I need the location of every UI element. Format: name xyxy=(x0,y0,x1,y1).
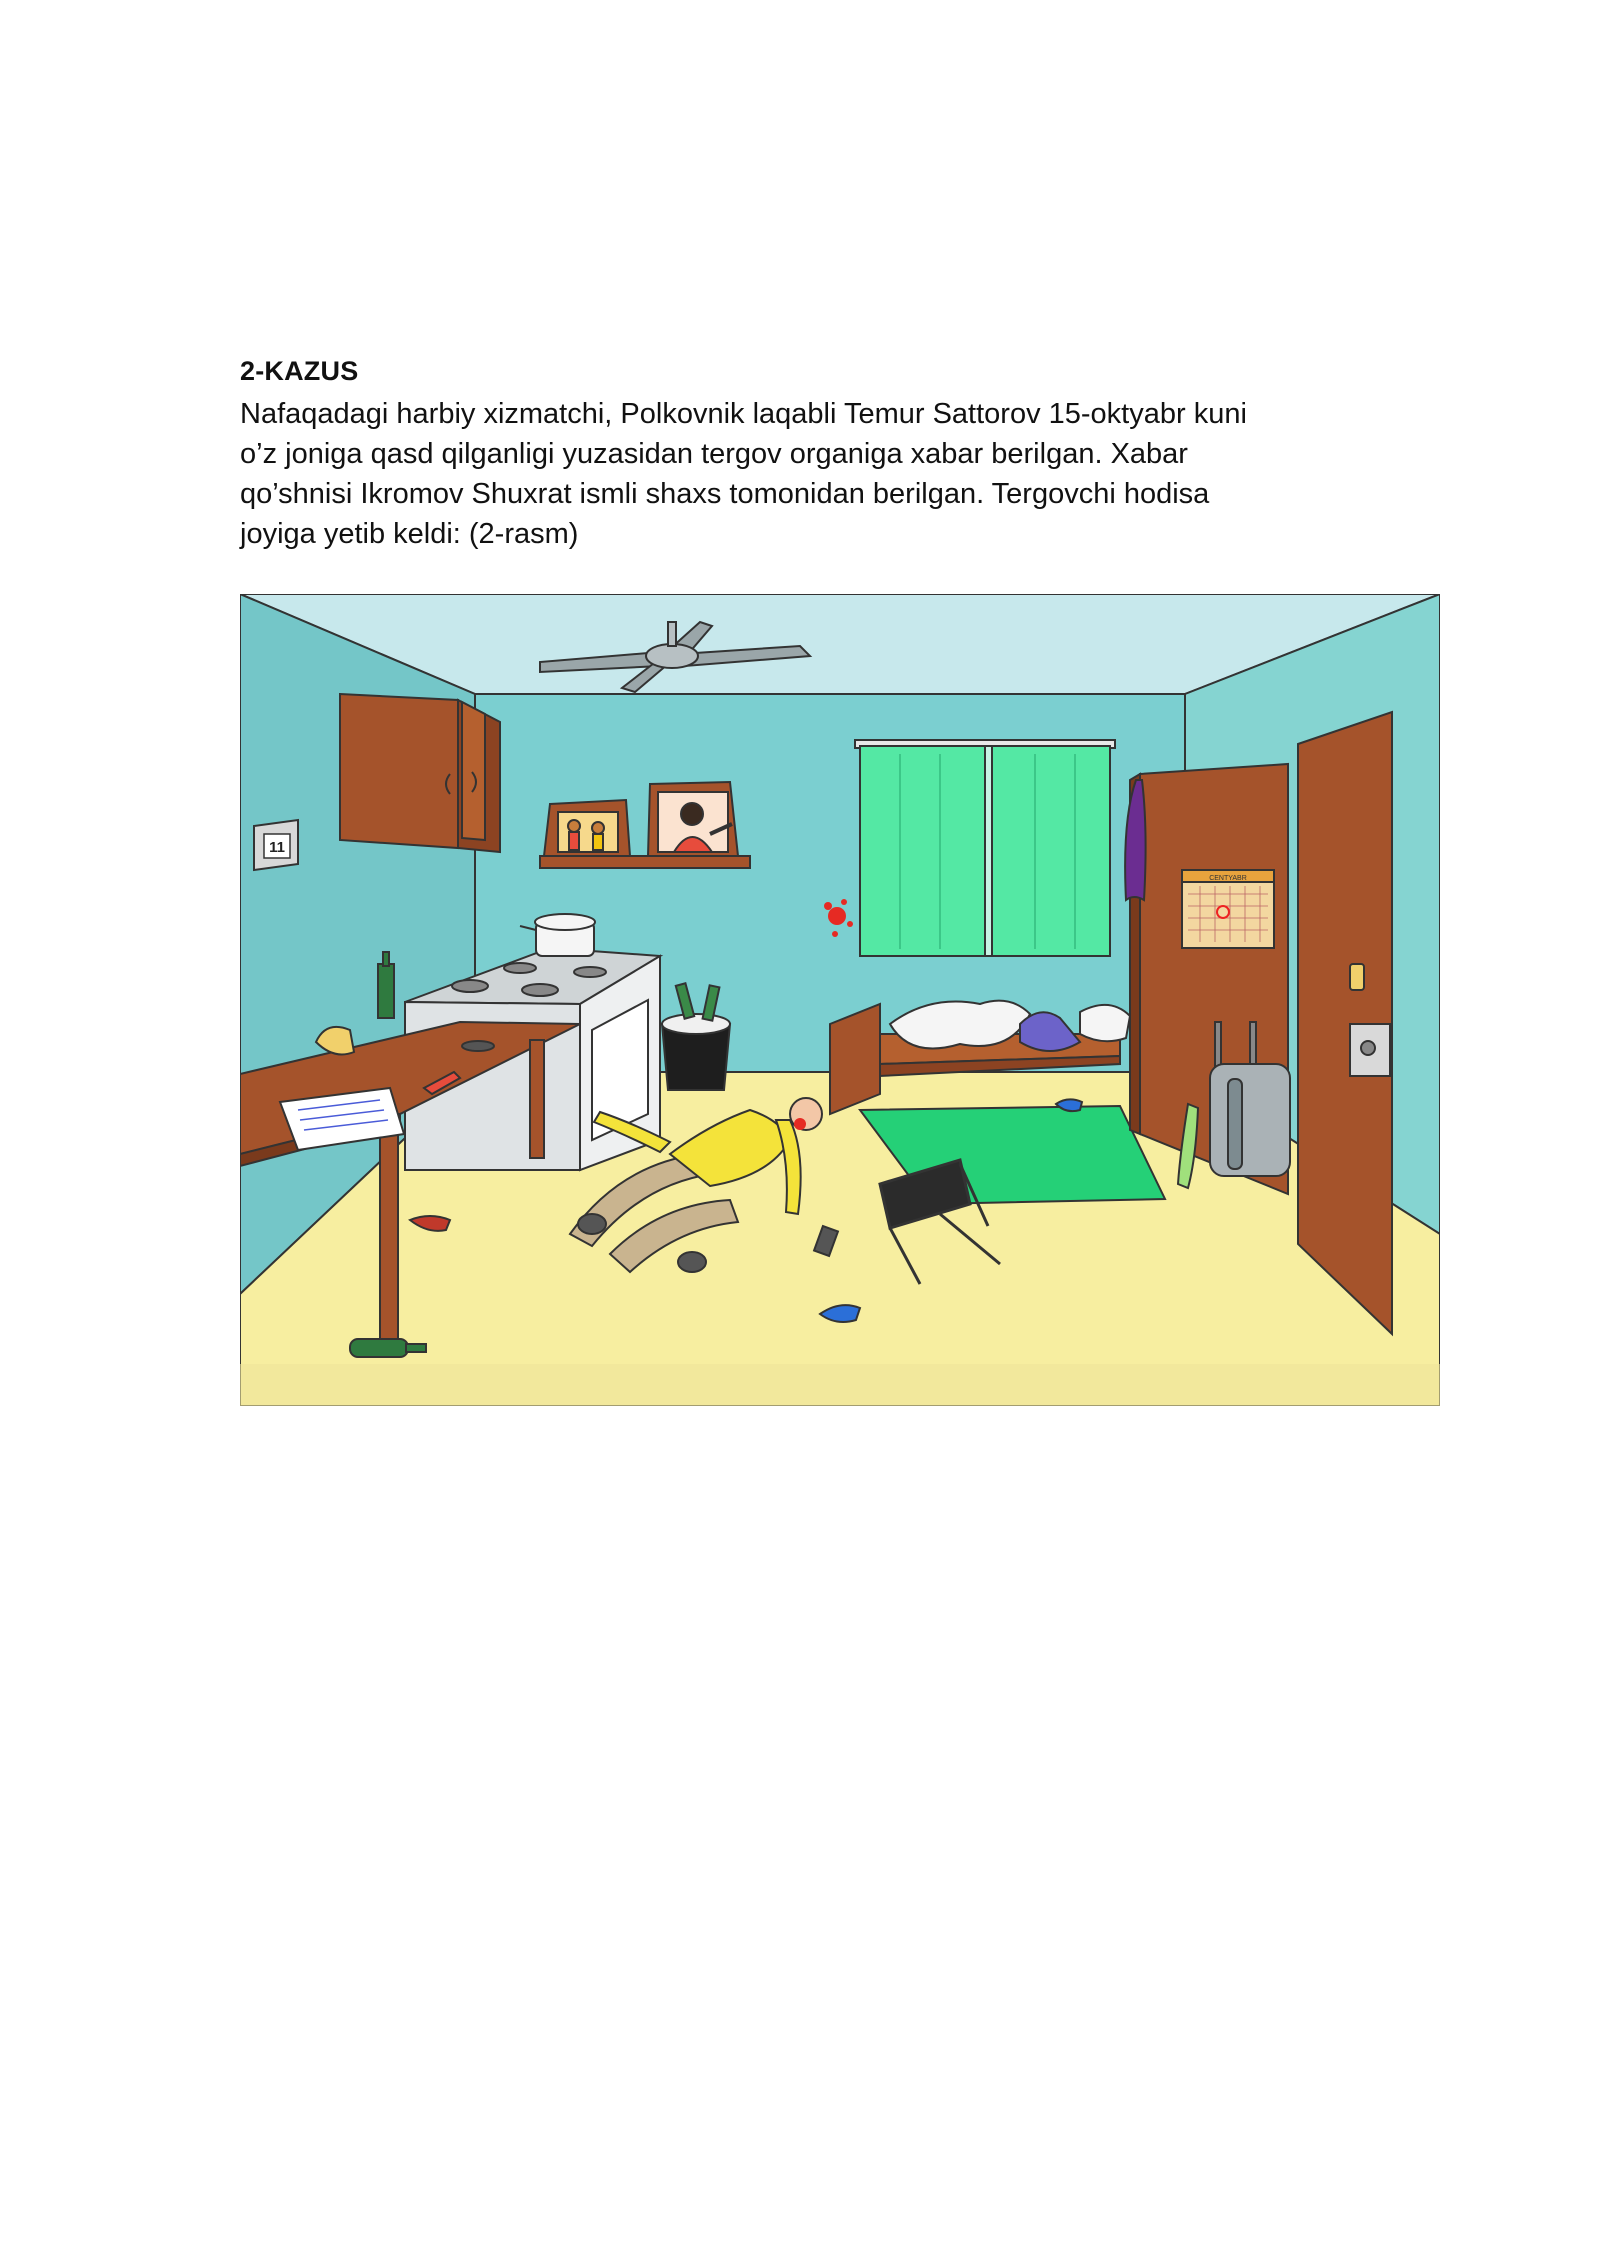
calendar-month: CENTYABR xyxy=(1209,875,1247,882)
window-curtains xyxy=(855,740,1115,956)
case-description xyxy=(240,394,1370,554)
crime-scene-illustration xyxy=(240,594,1440,1406)
case-heading: 2-KAZUS xyxy=(240,356,359,386)
wall-number-sign xyxy=(254,820,298,870)
wall-cabinet xyxy=(340,694,500,852)
case-description-line-1: Nafaqadagi harbiy xizmatchi, Polkovnik laqabli Temur Sattorov 15-oktyabr kuni xyxy=(240,398,1247,430)
room-door xyxy=(1298,712,1392,1334)
wall-sign-number: 11 xyxy=(269,839,285,856)
case-description-line-2: o’z joniga qasd qilganligi yuzasidan tergov organiga xabar berilgan. Xabar xyxy=(240,438,1188,470)
case-description-line-4: joyiga yetib keldi: (2-rasm) xyxy=(240,518,579,550)
case-description-line-3: qo’shnisi Ikromov Shuxrat ismli shaxs tomonidan berilgan. Tergovchi hodisa xyxy=(240,478,1210,510)
